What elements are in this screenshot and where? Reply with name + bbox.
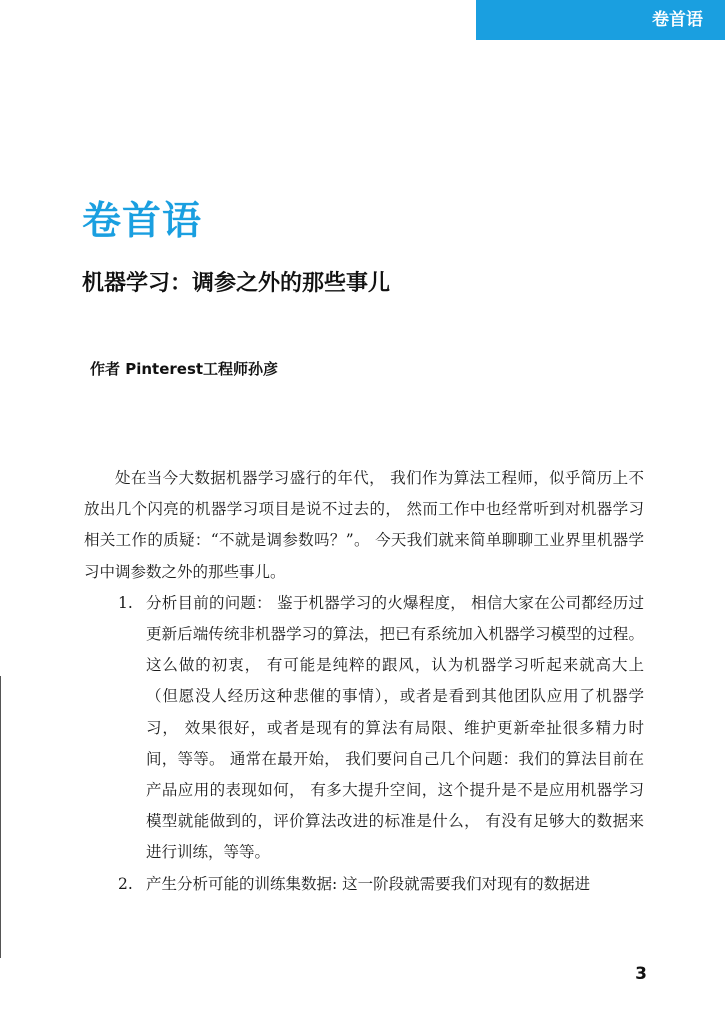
list-item (84, 869, 644, 900)
list-item-number: 1. (118, 593, 133, 612)
steps-list (84, 588, 644, 900)
author-byline: 作者 Pinterest工程师孙彦 (90, 360, 279, 378)
list-item-text: 分析目前的问题： 鉴于机器学习的火爆程度， 相信大家在公司都经历过更新后端传统非机器学习的算法，把已有系统加入机器学习模型的过程。这么做的初衷， 有可能是纯粹的跟风，认为机器学习听起来就高大上（但愿没人经历这种悲催的事情），或者是看到其他团队应用了机器学习， 效果很好，或者是现有的算法有局限、维护更新牵扯很多精力时间，等等。 通常在最开始， 我们要问自己几个问题：我们的算法目前在产品应用的表现如何， 有多大提升空间，这个提升是不是应用机器学习模型就能做到的，评价算法改进的标准是什么， 有没有足够大的数据来进行训练，等等。 (146, 593, 644, 862)
intro-paragraph: 处在当今大数据机器学习盛行的年代， 我们作为算法工程师，似乎简历上不放出几个闪亮的机器学习项目是说不过去的， 然而工作中也经常听到对机器学习相关工作的质疑：“不就是调参数吗？”。 今天我们就来简单聊聊工业界里机器学习中调参数之外的那些事儿。 (84, 469, 644, 581)
list-item-text: 产生分析可能的训练集数据: 这一阶段就需要我们对现有的数据进 (146, 874, 591, 893)
article-title: 机器学习：调参之外的那些事儿 (82, 271, 391, 296)
section-tab: 卷首语 (476, 0, 725, 40)
page-heading: 卷首语 (82, 199, 203, 244)
margin-rule (0, 676, 1, 958)
page-number: 3 (635, 964, 647, 984)
list-item (84, 588, 644, 869)
article-body (84, 463, 644, 900)
list-item-number: 2. (118, 874, 133, 893)
